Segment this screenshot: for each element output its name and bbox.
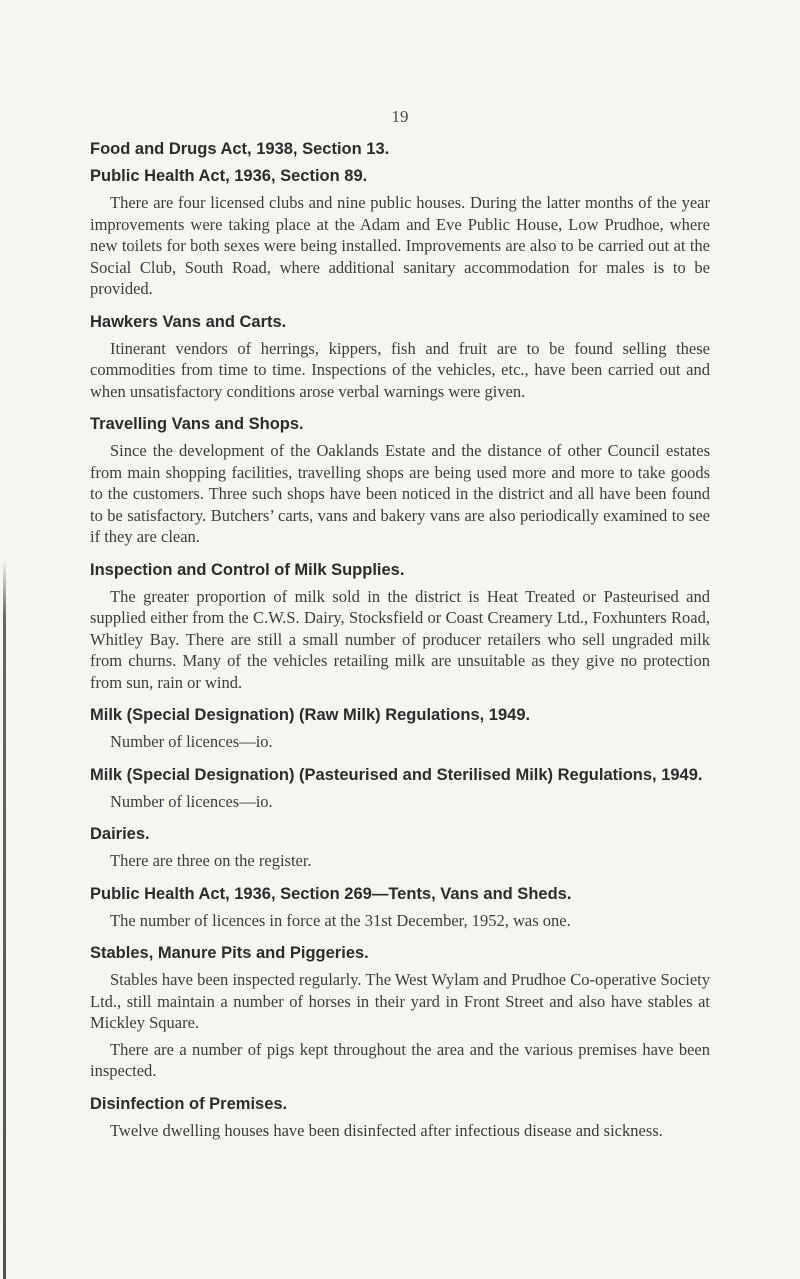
section-heading: Stables, Manure Pits and Piggeries. — [90, 944, 369, 962]
section-heading: Hawkers Vans and Carts. — [90, 312, 287, 331]
section-public-health-89 — [90, 165, 710, 300]
document-body — [90, 138, 710, 1152]
section-paragraph: Number of licences—io. — [110, 732, 273, 751]
section-paragraph: Stables have been inspected regularly. The West Wylam and Prudhoe Co-operative Society Ltd., still maintain a number of horses in their yard in Front Street and also have stables at Mickley Square. — [90, 970, 710, 1032]
section-tents-vans-sheds — [90, 883, 710, 932]
section-heading: Public Health Act, 1936, Section 89. — [90, 167, 368, 185]
section-paragraph: Number of licences—io. — [110, 791, 273, 811]
section-disinfection — [90, 1093, 710, 1142]
section-heading: Milk (Special Designation) (Pasteurised and Sterilised Milk) Regulations, 1949. — [90, 765, 703, 784]
section-hawkers — [90, 311, 710, 403]
page-number: 19 — [391, 107, 409, 126]
section-heading: Public Health Act, 1936, Section 269—Tents, Vans and Sheds. — [90, 884, 572, 903]
section-paragraph: The greater proportion of milk sold in the district is Heat Treated or Pasteurised and supplied either from the C.W.S. Dairy, Stocksfield or Coast Creamery Ltd., Foxhunters Road, Whitley Bay. There are still a small number of producer retailers who sell ungraded milk from churns. Many of the vehicles retailing milk are unsuitable as they give no protection from sun, rain or wind. — [90, 586, 710, 692]
section-paragraph: Twelve dwelling houses have been disinfected after infectious disease and sickness. — [110, 1120, 663, 1140]
section-heading: Food and Drugs Act, 1938, Section 13. — [90, 140, 390, 158]
section-paragraph: The number of licences in force at the 31st December, 1952, was one. — [110, 910, 571, 930]
section-pasteurised-milk-regulations — [90, 764, 710, 813]
section-food-drugs — [90, 138, 710, 161]
section-stables — [90, 942, 710, 1082]
section-heading: Travelling Vans and Shops. — [90, 415, 304, 433]
section-heading: Milk (Special Designation) (Raw Milk) Regulations, 1949. — [90, 706, 531, 724]
section-heading: Dairies. — [90, 825, 150, 843]
section-paragraph: There are three on the register. — [110, 851, 312, 870]
page-edge-shadow — [3, 560, 6, 1279]
section-heading: Disinfection of Premises. — [90, 1094, 288, 1113]
section-heading: Inspection and Control of Milk Supplies. — [90, 560, 405, 579]
section-milk-supplies — [90, 559, 710, 694]
section-travelling-vans — [90, 413, 710, 548]
section-paragraph: Itinerant vendors of herrings, kippers, fish and fruit are to be found selling these commodities from time to time. Inspections of the vehicles, etc., have been carried out and when unsatisfactory conditions arose verbal warnings were given. — [90, 338, 710, 401]
section-raw-milk-regulations — [90, 704, 710, 753]
section-paragraph: There are a number of pigs kept throughout the area and the various premises have been inspected. — [90, 1039, 710, 1080]
section-paragraph: There are four licensed clubs and nine public houses. During the latter months of the year improvements were taking place at the Adam and Eve Public House, Low Prudhoe, where new toilets for both sexes were being installed. Improvements are also to be carried out at the Social Club, South Road, where additional sanitary accommodation for males is to be provided. — [90, 193, 710, 298]
section-dairies — [90, 823, 710, 872]
section-paragraph: Since the development of the Oaklands Estate and the distance of other Council estates from main shopping facilities, travelling shops are being used more and more to take goods to the customers. Three such shops have been noticed in the district and all have been found to be satisfactory. Butchers’ carts, vans and bakery vans are also periodically examined to see if they are clean. — [90, 441, 710, 546]
